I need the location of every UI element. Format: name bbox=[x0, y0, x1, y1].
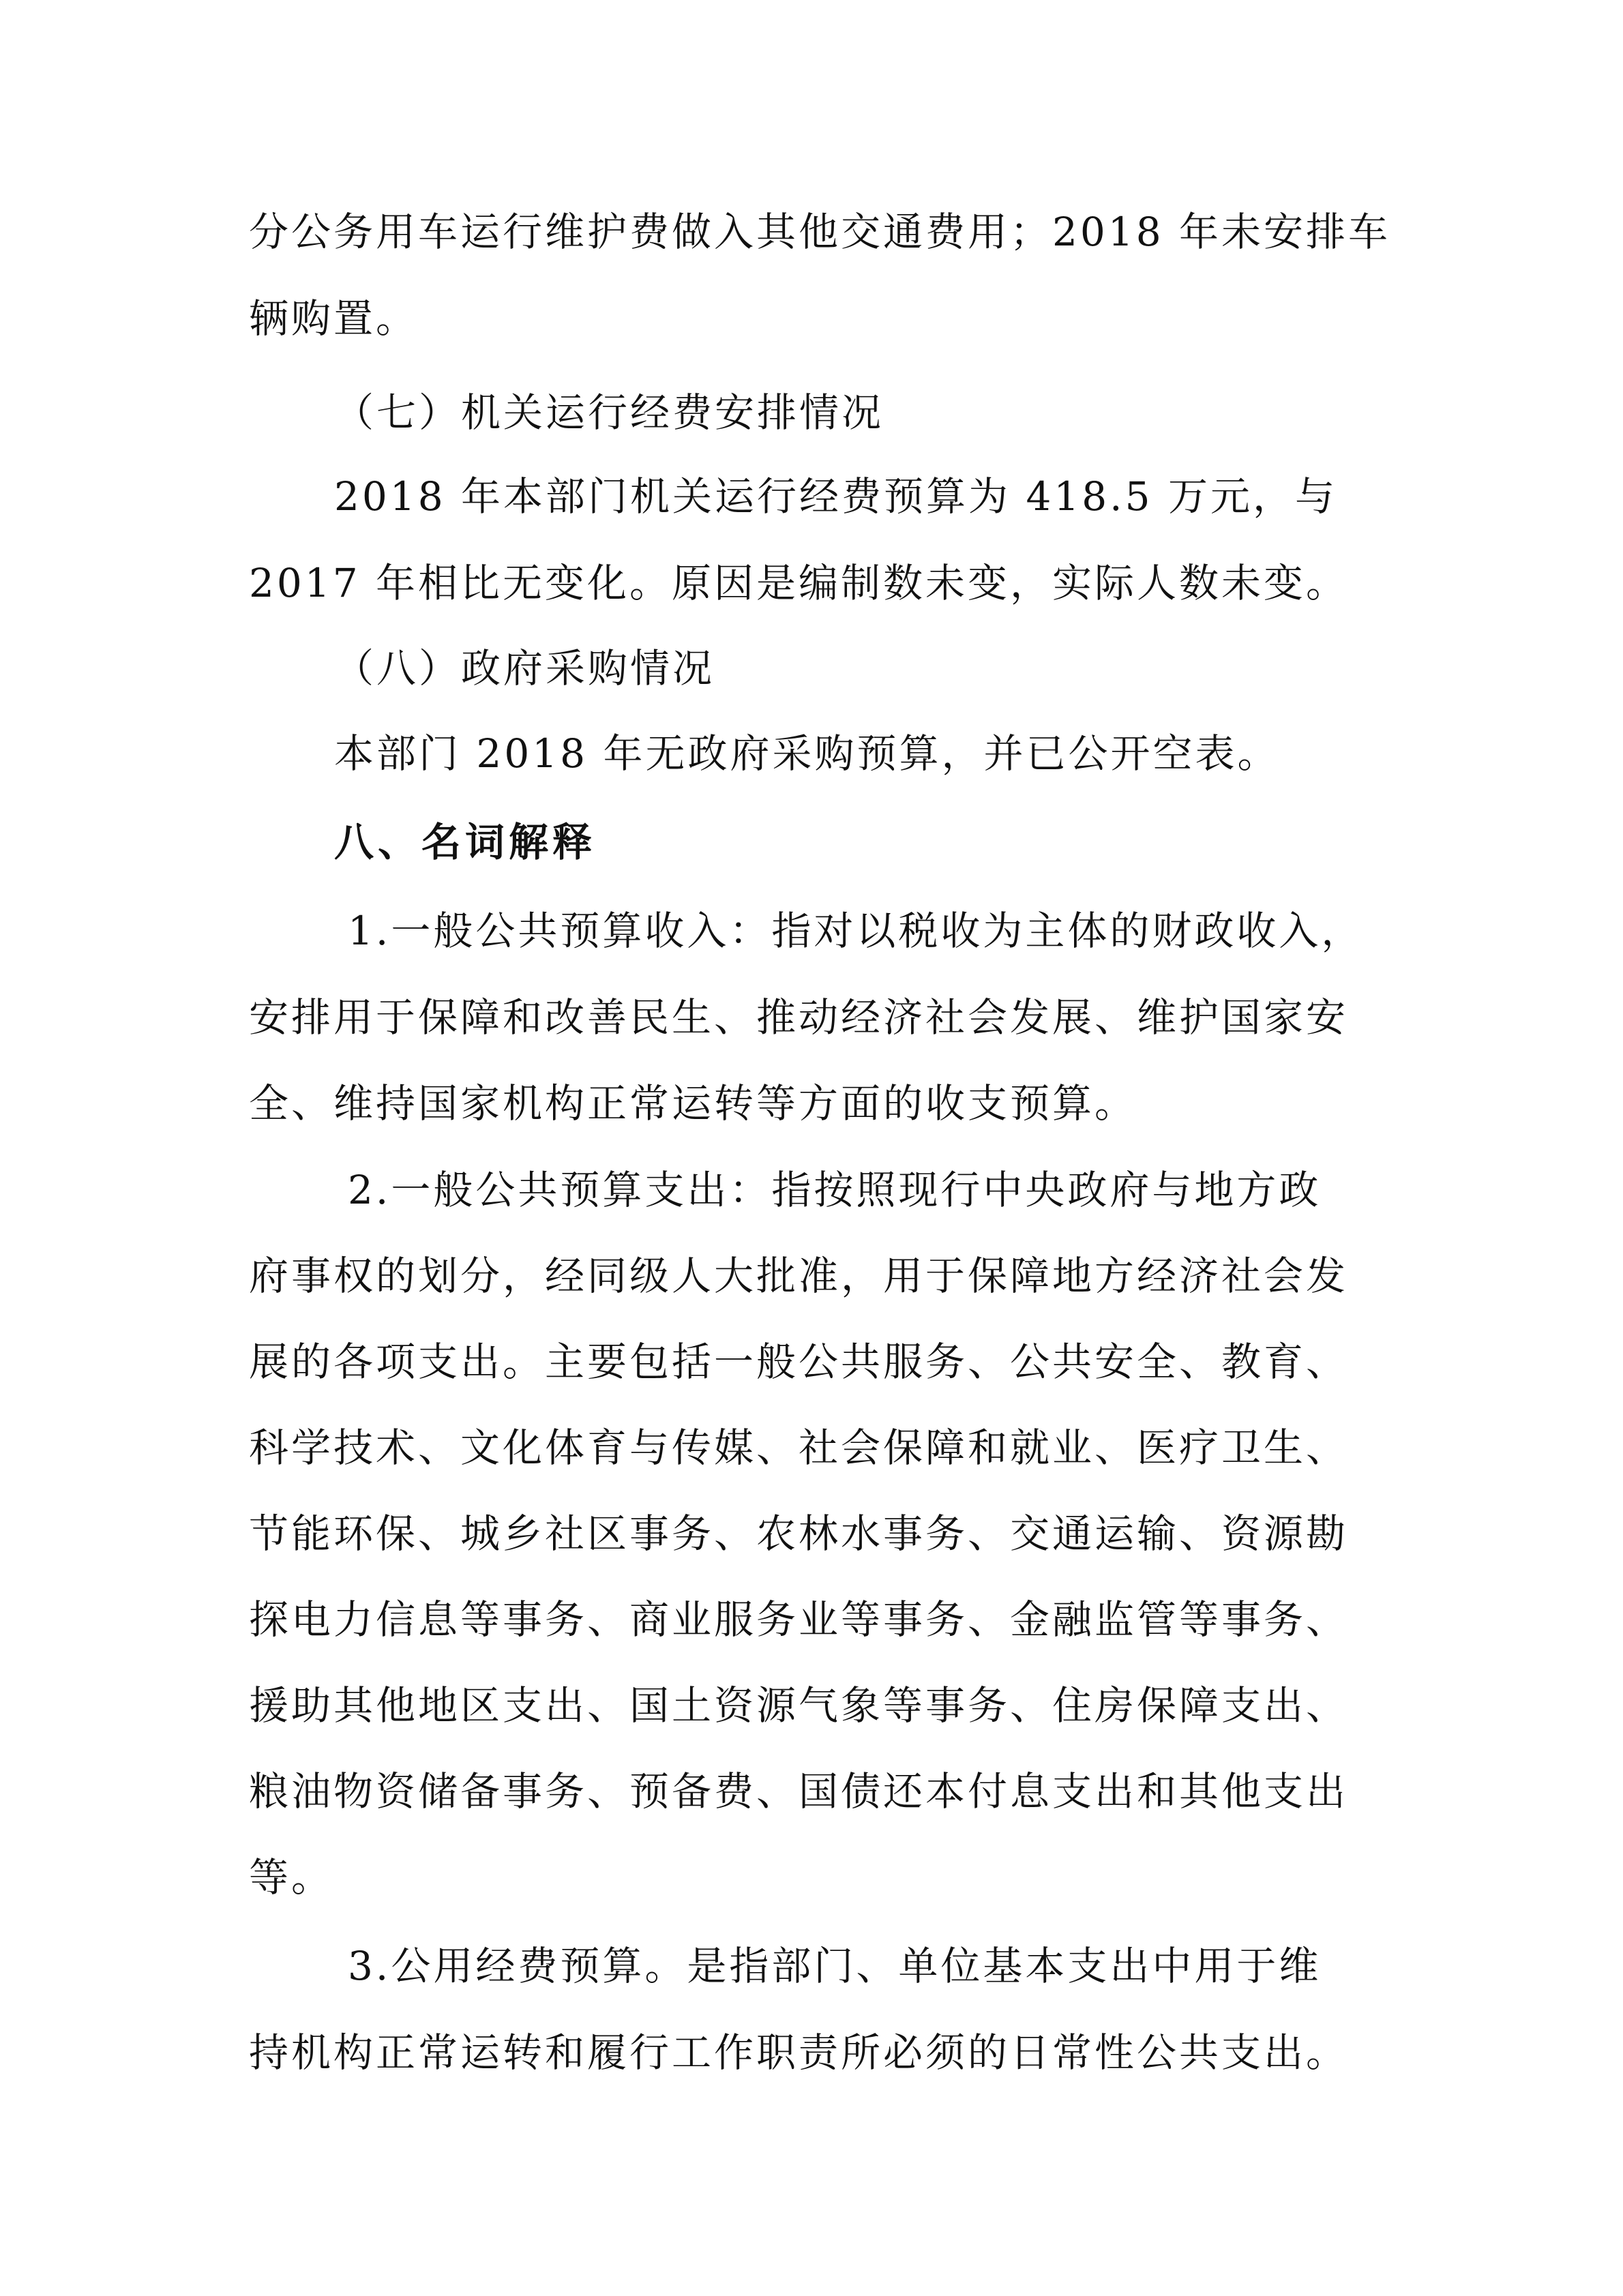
paragraph-line: 探电力信息等事务、商业服务业等事务、金融监管等事务、 bbox=[249, 1596, 1349, 1643]
paragraph-line: 本部门 2018 年无政府采购预算，并已公开空表。 bbox=[334, 730, 1280, 777]
paragraph-line: 1.一般公共预算收入：指对以税收为主体的财政收入， bbox=[348, 908, 1364, 954]
paragraph-line: 节能环保、城乡社区事务、农林水事务、交通运输、资源勘 bbox=[249, 1510, 1349, 1557]
paragraph-line: 3.公用经费预算。是指部门、单位基本支出中用于维 bbox=[348, 1943, 1322, 1989]
paragraph-line: 等。 bbox=[249, 1854, 334, 1900]
paragraph-line: 府事权的划分，经同级人大批准，用于保障地方经济社会发 bbox=[249, 1253, 1349, 1299]
section-subheading: （七）机关运行经费安排情况 bbox=[334, 389, 884, 436]
paragraph-line: 展的各项支出。主要包括一般公共服务、公共安全、教育、 bbox=[249, 1339, 1349, 1385]
section-subheading: （八）政府采购情况 bbox=[334, 645, 715, 691]
paragraph-line: 2018 年本部门机关运行经费预算为 418.5 万元，与 bbox=[334, 473, 1337, 520]
paragraph-line: 援助其他地区支出、国土资源气象等事务、住房保障支出、 bbox=[249, 1682, 1349, 1729]
paragraph-line: 辆购置。 bbox=[249, 295, 419, 342]
paragraph-line: 分公务用车运行维护费做入其他交通费用；2018 年未安排车 bbox=[249, 209, 1391, 255]
paragraph-line: 全、维持国家机构正常运转等方面的收支预算。 bbox=[249, 1080, 1137, 1127]
paragraph-line: 2017 年相比无变化。原因是编制数未变，实际人数未变。 bbox=[249, 560, 1349, 606]
paragraph-line: 持机构正常运转和履行工作职责所必须的日常性公共支出。 bbox=[249, 2029, 1349, 2076]
paragraph-line: 安排用于保障和改善民生、推动经济社会发展、维护国家安 bbox=[249, 994, 1349, 1041]
paragraph-line: 粮油物资储备事务、预备费、国债还本付息支出和其他支出 bbox=[249, 1768, 1349, 1815]
paragraph-line: 科学技术、文化体育与传媒、社会保障和就业、医疗卫生、 bbox=[249, 1425, 1349, 1471]
paragraph-line: 2.一般公共预算支出：指按照现行中央政府与地方政 bbox=[348, 1167, 1322, 1213]
section-heading: 八、名词解释 bbox=[334, 819, 597, 865]
